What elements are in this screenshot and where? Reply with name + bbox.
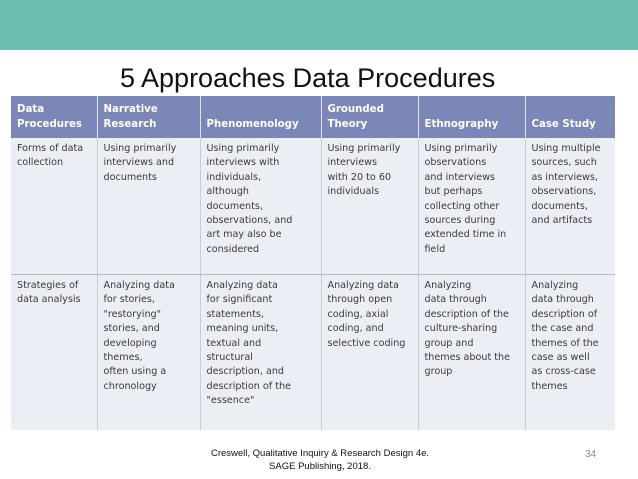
table-cell: Analyzing data through description of the case and themes of the case as well as cross-case themes	[525, 275, 615, 431]
row-label: Strategies of data analysis	[11, 275, 97, 431]
table-row	[11, 138, 615, 275]
table-cell: Using primarily interviews and documents	[97, 138, 200, 275]
row-label: Forms of data collection	[11, 138, 97, 275]
table-header-row	[11, 96, 615, 138]
header-phenomenology: Phenomenology	[200, 96, 321, 138]
page-number: 34	[585, 449, 597, 460]
header-band	[0, 0, 638, 50]
header-case-study: Case Study	[525, 96, 615, 138]
table-cell: Analyzing data for significant statements, meaning units, textual and structural description, and description of the "essence"	[200, 275, 321, 431]
slide-title: 5 Approaches Data Procedures	[120, 63, 496, 93]
table-cell: Analyzing data for stories, "restorying" stories, and developing themes, often using a chronology	[97, 275, 200, 431]
table-cell: Analyzing data through description of the culture-sharing group and themes about the group	[418, 275, 525, 431]
table-cell: Using primarily observations and interviews but perhaps collecting other sources during extended time in field	[418, 138, 525, 275]
table-row	[11, 275, 615, 431]
citation: Creswell, Qualitative Inquiry & Research Design 4e. SAGE Publishing, 2018.	[210, 448, 430, 472]
table-cell: Analyzing data through open coding, axial coding, and selective coding	[321, 275, 418, 431]
table-cell: Using primarily interviews with 20 to 60 individuals	[321, 138, 418, 275]
header-narrative-research: Narrative Research	[97, 96, 200, 138]
data-procedures-table	[11, 96, 615, 430]
header-ethnography: Ethnography	[418, 96, 525, 138]
table-cell: Using primarily interviews with individuals, although documents, observations, and art may also be considered	[200, 138, 321, 275]
header-grounded-theory: Grounded Theory	[321, 96, 418, 138]
table-cell: Using multiple sources, such as interviews, observations, documents, and artifacts	[525, 138, 615, 275]
header-data-procedures: Data Procedures	[11, 96, 97, 138]
